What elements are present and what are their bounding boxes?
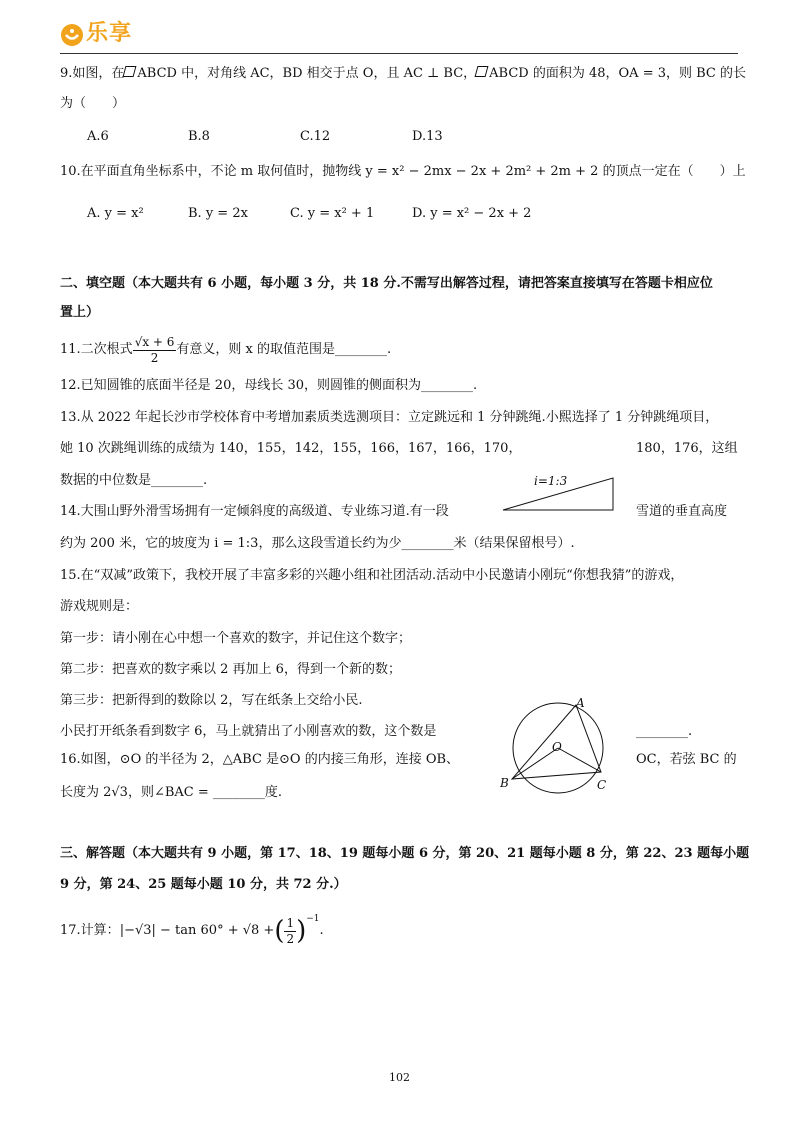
q9-text-mid: ABCD 中，对角线 AC，BD 相交于点 O，且 AC ⊥ BC， <box>137 66 477 81</box>
point-b-label: B <box>500 776 509 790</box>
header-divider <box>60 53 738 54</box>
q14-line1b: 雪道的垂直高度 <box>636 504 728 519</box>
q15-step1: 第一步：请小刚在心中想一个喜欢的数字，并记住这个数字； <box>60 631 412 646</box>
q16-line2: 长度为 2√3，则∠BAC = ________度. <box>60 785 283 800</box>
q9-text-post: ABCD 的面积为 48，OA = 3，则 BC 的长 <box>489 66 746 81</box>
brand-logo <box>60 21 150 49</box>
section3-heading-line1: 三、解答题（本大题共有 9 小题，第 17、18、19 题每小题 6 分，第 20、21 题每小题 8 分，第 22、23 题每小题 <box>60 846 750 861</box>
q15-step3: 第三步：把新得到的数除以 2，写在纸条上交给小民. <box>60 693 363 708</box>
q13-line1: 13.从 2022 年起长沙市学校体育中考增加素质类选测项目：立定跳远和 1 分钟跳绳.小熙选择了 1 分钟跳绳项目， <box>60 410 719 425</box>
section3-heading-line2: 9 分，第 24、25 题每小题 10 分，共 72 分.） <box>60 877 347 892</box>
q11-fraction-numerator: √x + 6 <box>134 335 175 350</box>
q17-expression: |−√3| − tan 60° + √8 + <box>119 923 275 939</box>
q17-exponent: −1 <box>306 914 320 924</box>
q17-text-post: . <box>319 923 324 939</box>
q11-line <box>60 333 391 367</box>
brand-name: 乐享 <box>86 21 133 46</box>
page-number: 102 <box>389 1071 410 1084</box>
q17-fraction-numerator: 1 <box>286 916 295 931</box>
point-a-label: A <box>576 696 585 710</box>
q9-option-a: A.6 <box>87 129 109 144</box>
q12-text: 12.已知圆锥的底面半径是 20，母线长 30，则圆锥的侧面积为________. <box>60 378 478 393</box>
q11-fraction-denominator: 2 <box>150 350 159 365</box>
q9-option-b: B.8 <box>188 129 210 144</box>
parallelogram-icon <box>475 66 489 77</box>
q17-line <box>60 912 324 950</box>
q11-fraction <box>133 335 177 365</box>
q11-text-pre: 11.二次根式 <box>60 342 133 358</box>
q13-line2a: 她 10 次跳绳训练的成绩为 140，155，142，155，166，167，166，170， <box>60 441 522 456</box>
q9-option-c: C.12 <box>300 129 331 144</box>
q17-fraction-denominator: 2 <box>286 931 295 946</box>
q13-line3: 数据的中位数是________. <box>60 473 208 488</box>
q15-line6b: ________. <box>636 724 693 739</box>
section2-heading-line1: 二、填空题（本大题共有 6 小题，每小题 3 分，共 18 分.不需写出解答过程，请把答案直接填写在答题卡相应位 <box>60 276 713 291</box>
slope-ratio-label: i=1:3 <box>534 474 568 488</box>
point-o-label: O <box>552 740 562 754</box>
q9-line2: 为（ ） <box>60 96 126 111</box>
q15-line1: 15.在“双减”政策下，我校开展了丰富多彩的兴趣小组和社团活动.活动中小民邀请小刚玩“你想我猜”的游戏， <box>60 568 684 583</box>
left-paren: ( <box>274 916 285 946</box>
point-c-label: C <box>597 778 607 792</box>
q10-option-c: C. y = x² + 1 <box>290 206 375 221</box>
q13-line2b: 180，176，这组 <box>636 441 738 456</box>
q17-text-pre: 17.计算： <box>60 923 120 939</box>
q10-option-b: B. y = 2x <box>188 206 248 221</box>
q15-step2: 第二步：把喜欢的数字乘以 2 再加上 6，得到一个新的数； <box>60 662 401 677</box>
smile-logo-icon <box>60 23 84 47</box>
parallelogram-icon <box>123 66 137 77</box>
q14-line1a: 14.大围山野外滑雪场拥有一定倾斜度的高级道、专业练习道.有一段 <box>60 504 449 519</box>
right-paren: ) <box>296 916 307 946</box>
q9-line1 <box>60 66 746 82</box>
q9-text-pre: 9.如图，在 <box>60 66 125 81</box>
q10-stem: 10.在平面直角坐标系中，不论 m 取何值时，抛物线 y = x² − 2mx − 2x + 2m² + 2m + 2 的顶点一定在（ ）上 <box>60 164 746 179</box>
q16-line1b: OC，若弦 BC 的 <box>636 752 737 767</box>
q11-text-post: 有意义，则 x 的取值范围是________. <box>176 342 392 358</box>
q10-option-d: D. y = x² − 2x + 2 <box>412 206 532 221</box>
q9-option-d: D.13 <box>412 129 443 144</box>
q16-line1a: 16.如图，⊙O 的半径为 2，△ABC 是⊙O 的内接三角形，连接 OB、 <box>60 752 460 767</box>
q14-line2: 约为 200 米，它的坡度为 i = 1:3，那么这段雪道长约为少________米（结果保留根号）. <box>60 536 575 551</box>
section2-heading-line2: 置上） <box>60 305 100 320</box>
q15-line2: 游戏规则是： <box>60 599 139 614</box>
q15-line6a: 小民打开纸条看到数字 6，马上就猜出了小刚喜欢的数，这个数是 <box>60 724 437 739</box>
q17-fraction <box>284 916 296 946</box>
q10-option-a: A. y = x² <box>87 206 144 221</box>
